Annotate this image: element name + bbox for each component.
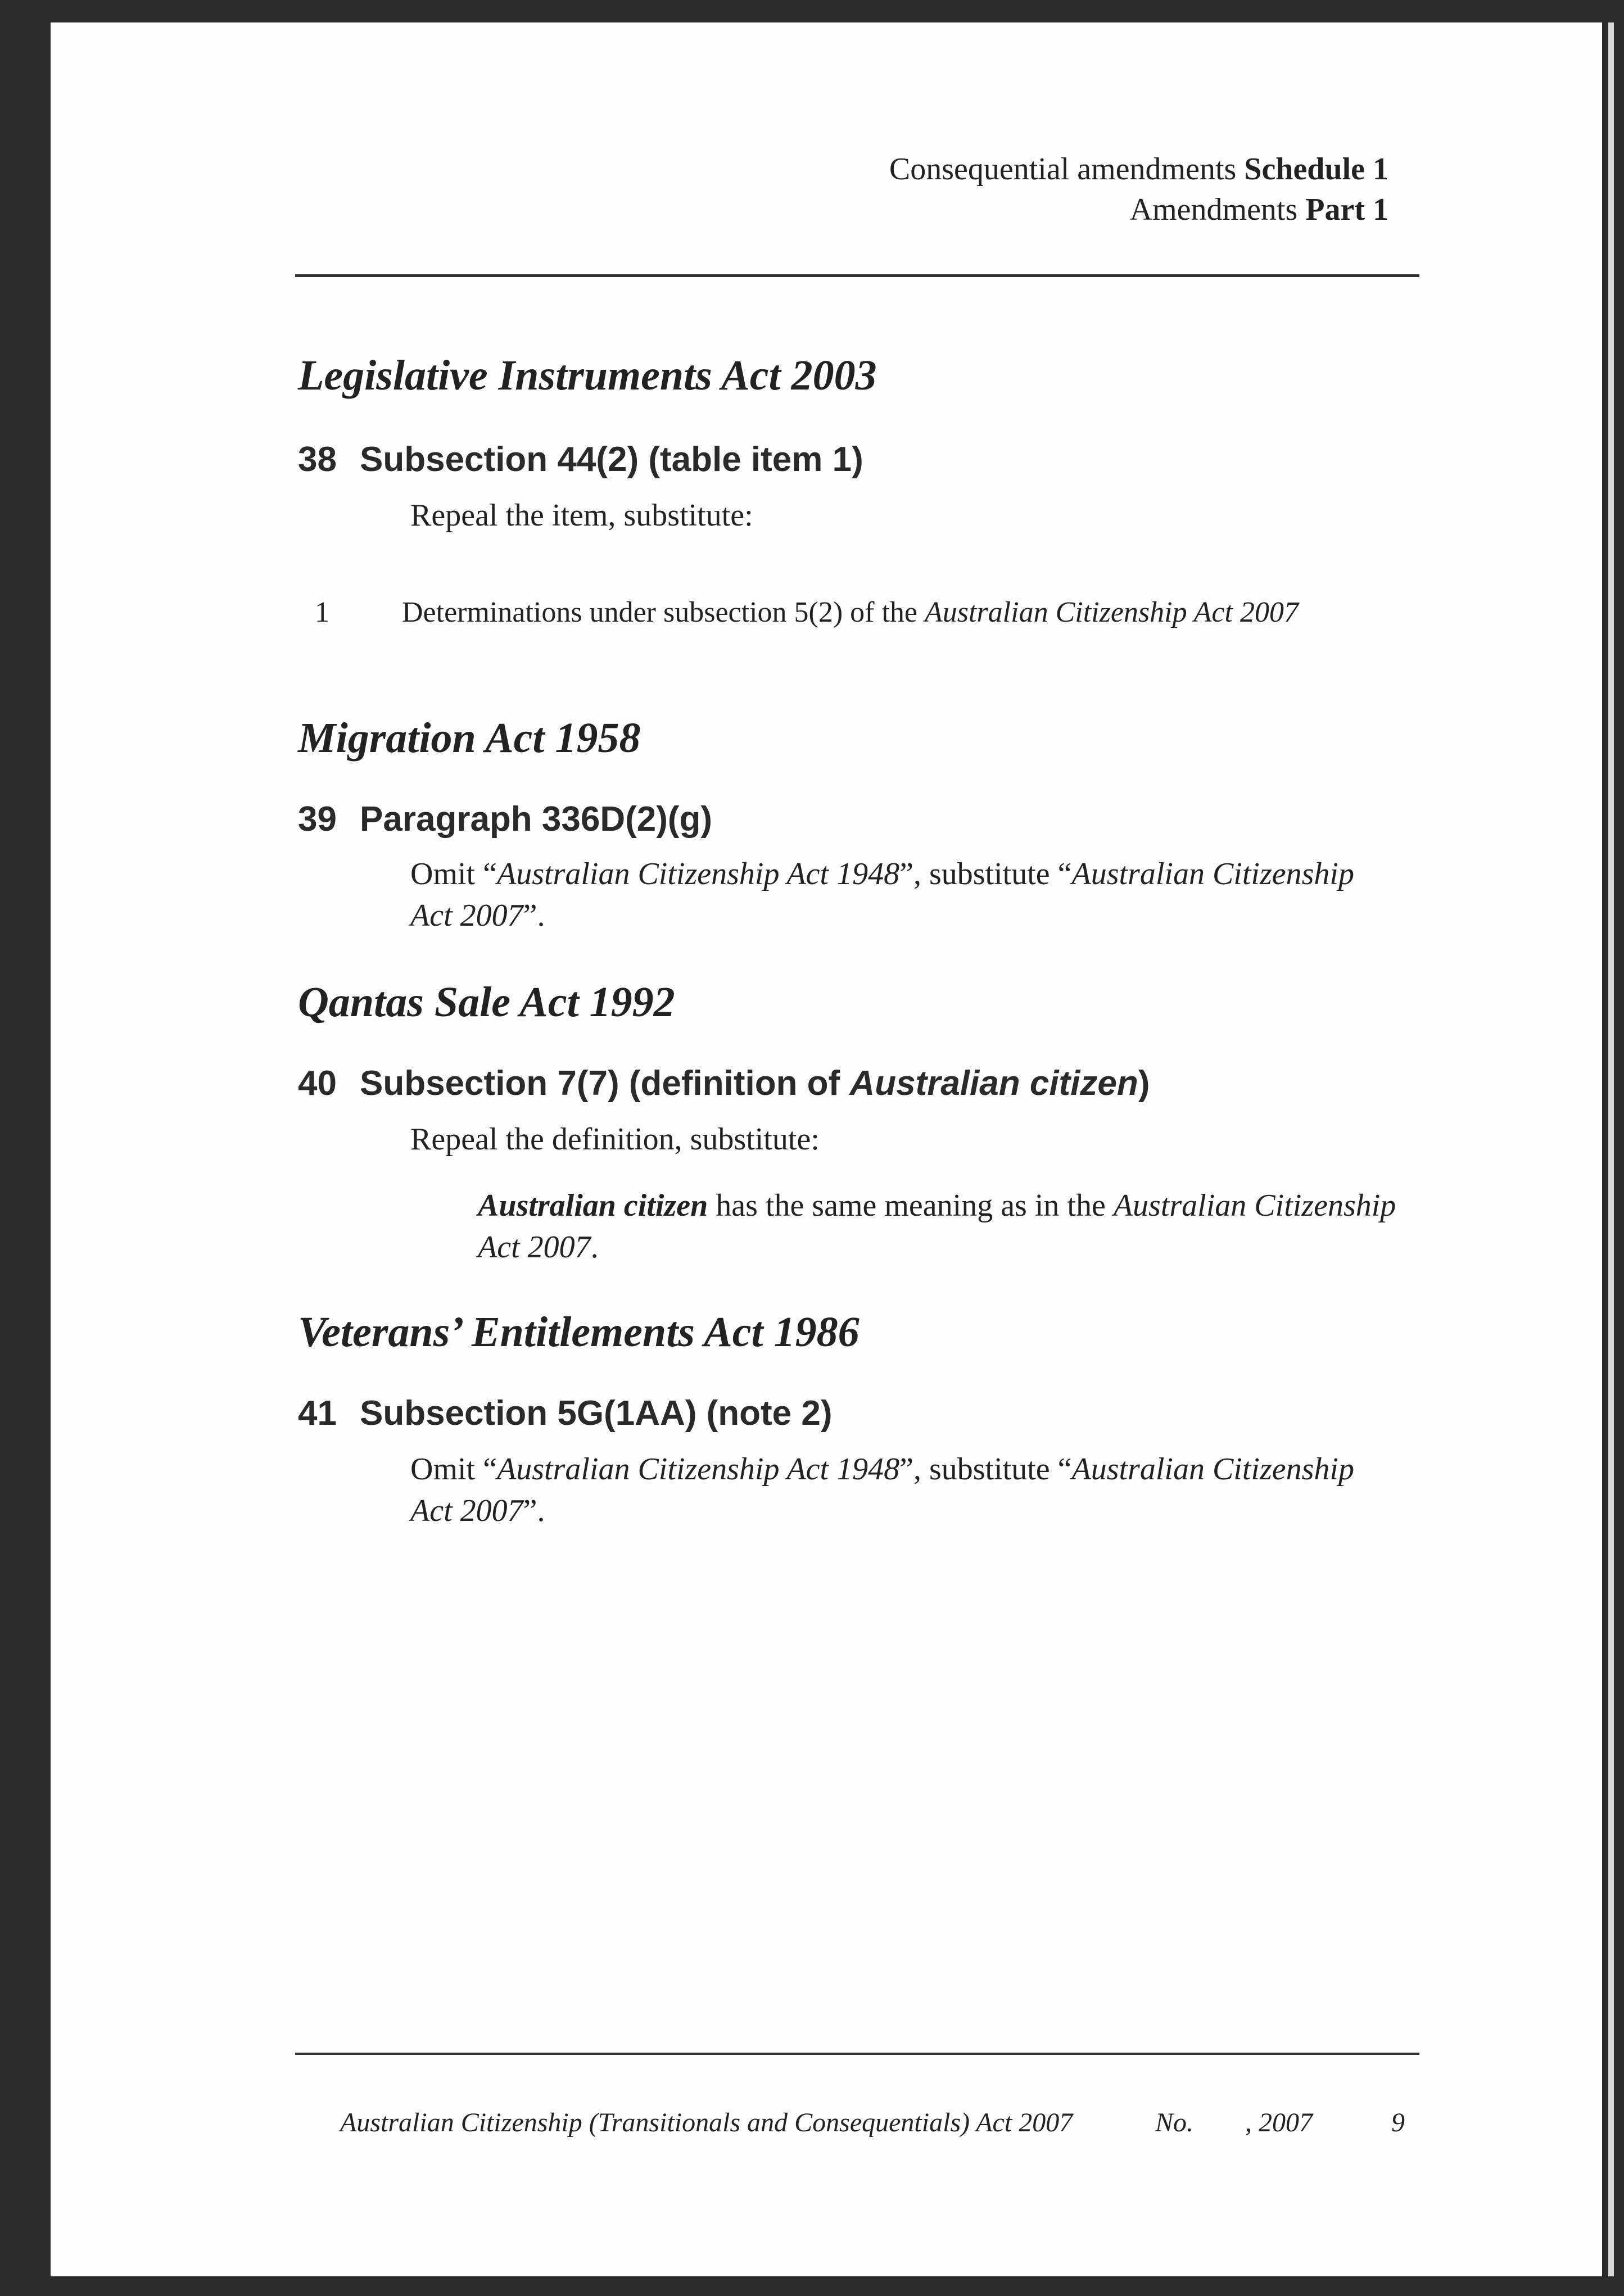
footer-act-title: Australian Citizenship (Transitionals and Consequentials) Act 2007 <box>340 2108 1073 2138</box>
act-title: Migration Act 1958 <box>298 714 641 762</box>
header-schedule-label: Consequential amendments <box>889 152 1237 187</box>
item-heading <box>298 1391 833 1436</box>
header-schedule: Schedule 1 <box>1244 152 1388 187</box>
header-part: Part 1 <box>1305 192 1388 227</box>
document-page <box>51 22 1602 2276</box>
act-reference: Australian Citizenship Act 2007 <box>924 596 1299 628</box>
item-heading-text: Paragraph 336D(2)(g) <box>360 800 713 839</box>
defined-term: Australian citizen <box>478 1188 708 1223</box>
instruction-text: Omit “Australian Citizenship Act 1948”, substitute “Australian Citizenship Act 2007”. <box>410 1452 1354 1528</box>
header-rule <box>295 274 1419 277</box>
item-heading <box>298 797 712 842</box>
item-heading: 40 Subsection 7(7) (definition of Australian citizen) <box>298 1061 1150 1106</box>
footer-year: , 2007 <box>1245 2108 1313 2138</box>
footer-number-label: No. <box>1155 2108 1194 2138</box>
footer-rule <box>295 2053 1419 2055</box>
item-number: 40 <box>298 1064 337 1103</box>
act-title: Veterans’ Entitlements Act 1986 <box>298 1308 860 1356</box>
item-number: 38 <box>298 440 337 479</box>
instruction-text: Repeal the item, substitute: <box>410 498 753 533</box>
running-header <box>889 149 1388 230</box>
act-title: Qantas Sale Act 1992 <box>298 979 675 1026</box>
item-heading-text: Subsection 5G(1AA) (note 2) <box>360 1394 833 1433</box>
item-number: 41 <box>298 1394 337 1433</box>
item-heading <box>298 437 863 482</box>
page-edge <box>1608 22 1614 2276</box>
page-number: 9 <box>1391 2108 1405 2138</box>
act-title: Legislative Instruments Act 2003 <box>298 352 877 399</box>
item-number: 39 <box>298 800 337 839</box>
item-heading-text: Subsection 44(2) (table item 1) <box>360 440 863 479</box>
instruction-text: Omit “Australian Citizenship Act 1948”, substitute “Australian Citizenship Act 2007”. <box>410 857 1354 933</box>
table-item-text: Determinations under subsection 5(2) of the Australian Citizenship Act 2007 <box>402 596 1299 628</box>
definition-text: Australian citizen has the same meaning as in the Australian Citizenship Act 2007. <box>478 1188 1396 1265</box>
table-item-number: 1 <box>315 596 329 628</box>
header-part-label: Amendments <box>1129 192 1298 227</box>
instruction-text: Repeal the definition, substitute: <box>410 1122 820 1157</box>
